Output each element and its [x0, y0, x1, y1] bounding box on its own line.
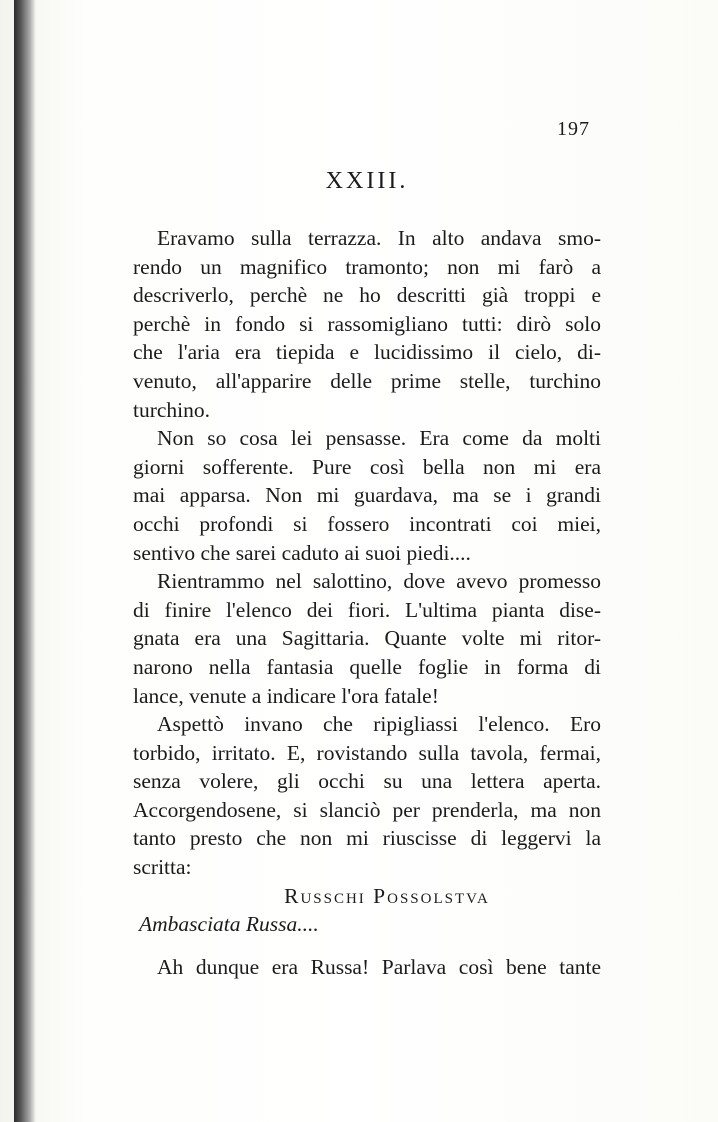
paragraph-1 [133, 224, 601, 424]
text-line: venuto, all'apparire delle prime stelle, turchino [133, 368, 601, 393]
text-line: di finire l'elenco dei fiori. L'ultima pianta dise- [133, 597, 601, 622]
text-line: lance, venute a indicare l'ora fatale! [133, 683, 439, 708]
body-text [133, 224, 601, 981]
text-line: turchino. [133, 397, 211, 422]
text-line: mai apparsa. Non mi guardava, ma se i grandi [133, 483, 601, 508]
text-line: torbido, irritato. E, rovistando sulla tavola, fermai, [133, 740, 601, 765]
text-line: Rientrammo nel salottino, dove avevo promesso [157, 569, 601, 594]
text-line: narono nella fantasia quelle foglie in forma di [133, 654, 601, 679]
letter-heading-italic: Ambasciata Russa.... [139, 912, 319, 937]
paragraph-5 [133, 953, 601, 982]
text-line: Non so cosa lei pensasse. Era come da molti [157, 426, 601, 451]
text-line: scritta: [133, 855, 192, 880]
paragraph-3 [133, 567, 601, 710]
text-line: giorni sofferente. Pure così bella non mi era [133, 454, 601, 479]
letter-heading [133, 882, 601, 939]
letter-heading-smallcaps: Russchi Possolstva [284, 883, 490, 908]
text-line: che l'aria era tiepida e lucidissimo il cielo, di- [133, 340, 601, 365]
chapter-title: XXIII. [325, 168, 409, 194]
paragraph-4 [133, 710, 601, 882]
page-number: 197 [557, 118, 590, 140]
text-line: descriverlo, perchè ne ho descritti già troppi e [133, 283, 601, 308]
text-line: occhi profondi si fossero incontrati coi miei, [133, 511, 601, 536]
text-line: rendo un magnifico tramonto; non mi farò a [133, 254, 601, 279]
text-line: sentivo che sarei caduto ai suoi piedi.... [133, 540, 471, 565]
text-line: senza volere, gli occhi su una lettera aperta. [133, 769, 601, 794]
text-line: gnata era una Sagittaria. Quante volte mi ritor- [133, 626, 601, 651]
paragraph-2 [133, 424, 601, 567]
text-line: perchè in fondo si rassomigliano tutti: dirò solo [133, 311, 601, 336]
text-line: Ah dunque era Russa! Parlava così bene tante [157, 954, 601, 979]
text-line: tanto presto che non mi riuscisse di leggervi la [133, 826, 601, 851]
text-line: Eravamo sulla terrazza. In alto andava smo- [157, 226, 601, 250]
text-line: Aspettò invano che ripigliassi l'elenco. Ero [157, 712, 601, 737]
text-line: Accorgendosene, si slanciò per prenderla, ma non [133, 797, 601, 822]
